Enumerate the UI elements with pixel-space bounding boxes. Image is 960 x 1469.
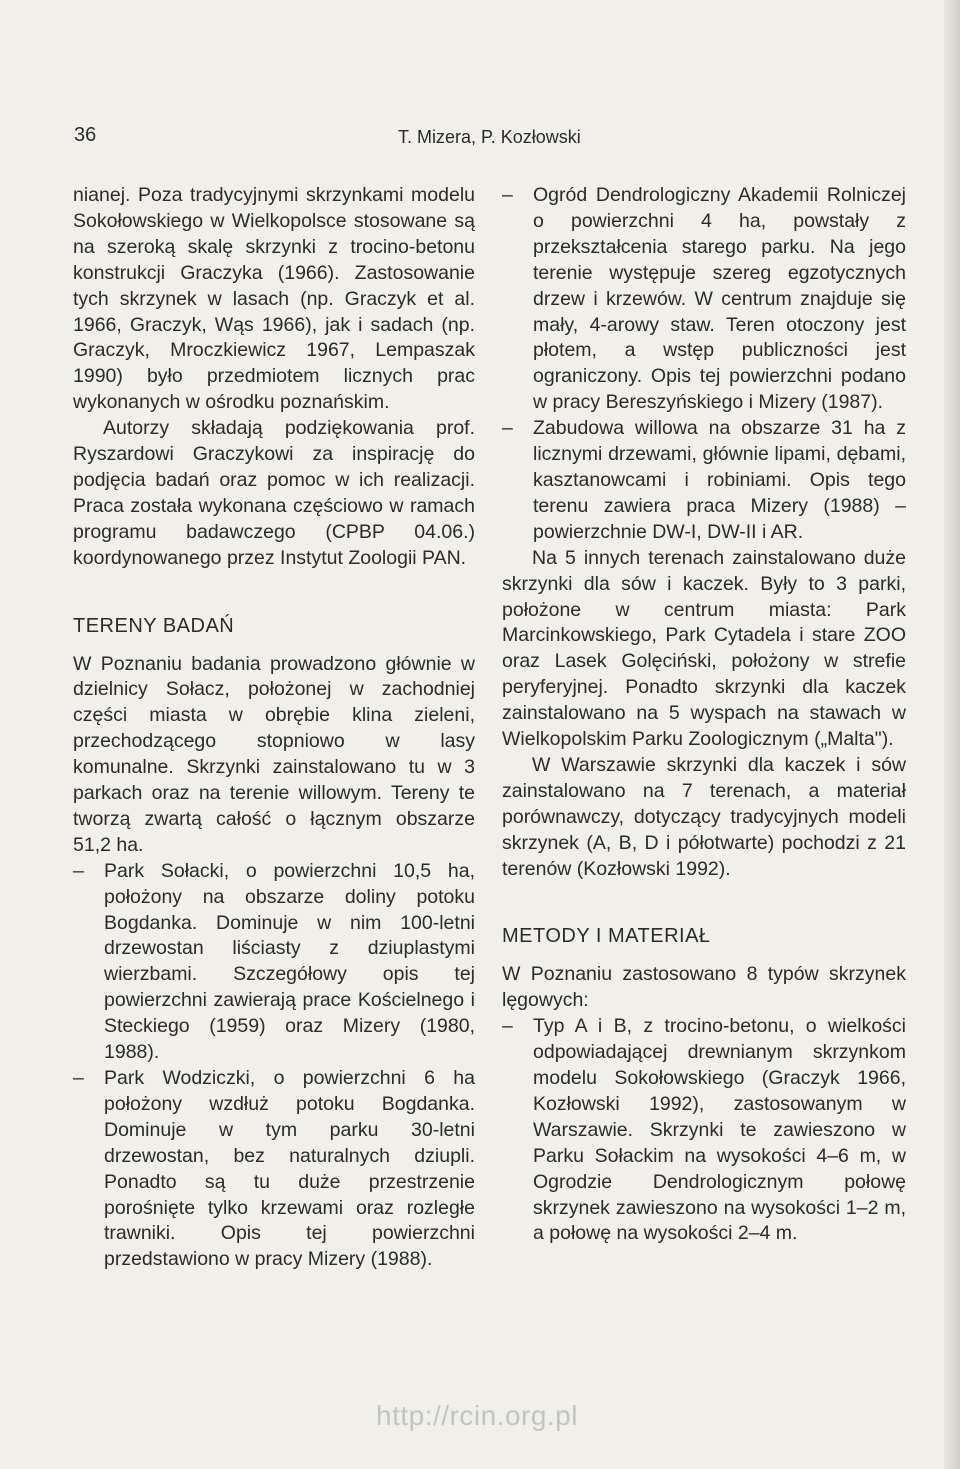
running-head: T. Mizera, P. Kozłowski (398, 127, 581, 147)
list-item (502, 1014, 906, 1247)
page-edge (944, 0, 960, 1469)
section-heading: METODY I MATERIAŁ (502, 925, 711, 948)
right-column (502, 183, 906, 1247)
paragraph: nianej. Poza tradycyjnymi skrzynkami modelu Sokołowskiego w Wielkopolsce stosowane są na szeroką skalę skrzynki z trocino-betonu konstrukcji Graczyka (1966). Zastosowanie tych skrzynek w lasach (np. Graczyk et al. 1966, Graczyk, Wąs 1966), jak i sadach (np. Graczyk, Mroczkiewicz 1967, Lempaszak 1990) było przedmiotem licznych prac wykonanych w ośrodku poznańskim. (73, 184, 475, 414)
paragraph: W Warszawie skrzynki dla kaczek i sów zainstalowano na 7 terenach, a materiał porównawczy, dotyczący tradycyjnych modeli skrzynek (A, B, D i półotwarte) pochodzi z 21 terenów (Kozłowski 1992). (502, 753, 906, 880)
dash-bullet: – (502, 184, 513, 206)
list-item (502, 416, 906, 546)
list-item-text: Park Wodziczki, o powierzchni 6 ha położony wzdłuż potoku Bogdanka. Dominuje w tym parku 30-letni drzewostan, bez naturalnych dziupli. Ponadto są tu duże przestrzenie porośnięte tylko krzewami oraz rozległe trawniki. Opis tej powierzchni przedstawiono w pracy Mizery (1988). (104, 1067, 475, 1271)
watermark-url: http://rcin.org.pl (376, 1400, 578, 1431)
dash-bullet: – (73, 859, 84, 882)
section-heading: TERENY BADAŃ (73, 614, 235, 637)
list-item (502, 183, 906, 416)
list-item (73, 1066, 475, 1273)
left-column (73, 183, 475, 1273)
acknowledgements-paragraph: Autorzy składają podziękowania prof. Ryszardowi Graczykowi za inspirację do podjęcia badań oraz pomoc w ich realizacji. Praca została wykonana częściowo w ramach programu badawczego (CPBP 04.06.) koordynowanego przez Instytut Zoologii PAN. (73, 417, 475, 569)
list-item (73, 859, 475, 1066)
dash-bullet: – (73, 1067, 84, 1089)
page-number: 36 (74, 124, 97, 146)
dash-bullet: – (502, 417, 513, 440)
dash-bullet: – (502, 1015, 513, 1038)
list-item-text: Park Sołacki, o powierzchni 10,5 ha, położony na obszarze doliny potoku Bogdanka. Dominuje w nim 100-letni drzewostan liściasty z dziuplastymi wierzbami. Szczegółowy opis tej powierzchni zawierają prace Kościelnego i Steckiego (1959) oraz Mizery (1980, 1988). (104, 859, 475, 1064)
paragraph: W Poznaniu badania prowadzono głównie w dzielnicy Sołacz, położonej w zachodniej części miasta w obrębie klina zieleni, przechodzącego stopniowo w lasy komunalne. Skrzynki zainstalowano tu w 3 parkach oraz na terenie willowym. Tereny te tworzą zwartą całość o łącznym obszarze 51,2 ha. (73, 652, 475, 856)
list-item-text: Ogród Dendrologiczny Akademii Rolniczej o powierzchni 4 ha, powstały z przekształcenia starego parku. Na jego terenie występuje szereg egzotycznych drzew i krzewów. W centrum znajduje się mały, 4-arowy staw. Teren otoczony jest płotem, a wstęp publiczności jest ograniczony. Opis tej powierzchni podano w pracy Bereszyńskiego i Mizery (1987). (533, 184, 906, 414)
paragraph: Na 5 innych terenach zainstalowano duże skrzynki dla sów i kaczek. Były to 3 parki, położone w centrum miasta: Park Marcinkowskiego, Park Cytadela i stare ZOO oraz Lasek Golęciński, położony w strefie peryferyjnej. Ponadto skrzynki dla kaczek zainstalowano na 5 wyspach na stawach w Wielkopolskim Parku Zoologicznym („Malta"). (502, 546, 906, 751)
list-item-text: Typ A i B, z trocino-betonu, o wielkości odpowiadającej drewnianym skrzynkom modelu Sokołowskiego (Graczyk 1966, Kozłowski 1992), zastosowanym w Warszawie. Skrzynki te zawieszono w Parku Sołackim na wysokości 4–6 m, w Ogrodzie Dendrologicznym połowę skrzynek zawieszono na wysokości 1–2 m, a połowę na wysokości 2–4 m. (533, 1015, 906, 1245)
list-item-text: Zabudowa willowa na obszarze 31 ha z licznymi drzewami, głównie lipami, dębami, kasztanowcami i robiniami. Opis tego terenu zawiera praca Mizery (1988) – powierzchnie DW-I, DW-II i AR. (533, 417, 906, 543)
paragraph: W Poznaniu zastosowano 8 typów skrzynek lęgowych: (502, 963, 906, 1012)
